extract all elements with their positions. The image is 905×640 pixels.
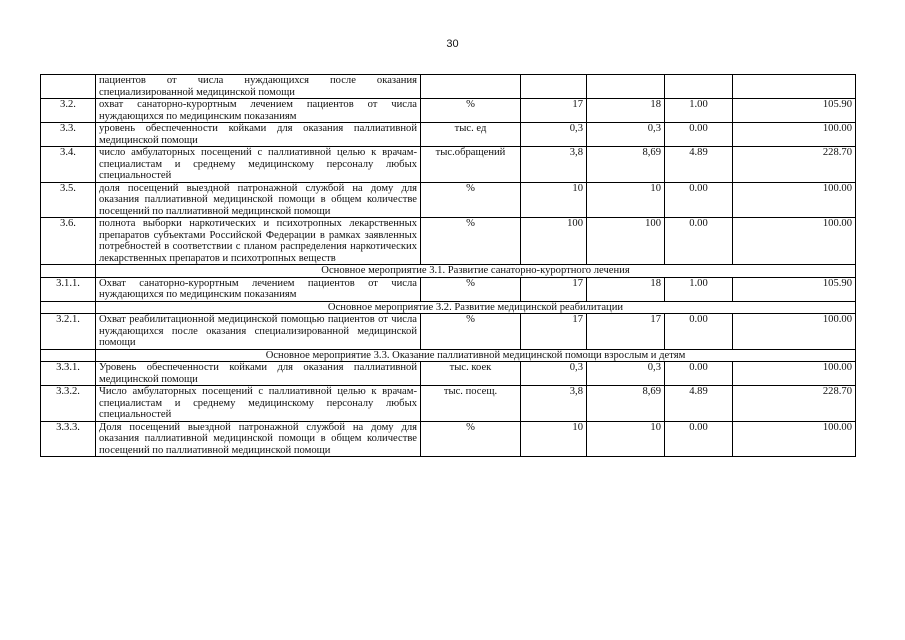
section-blank-cell xyxy=(41,301,96,314)
percent-value: 105.90 xyxy=(733,99,856,123)
percent-value: 100.00 xyxy=(733,218,856,265)
unit-cell: % xyxy=(421,99,521,123)
table-row xyxy=(41,99,856,123)
unit-cell: % xyxy=(421,314,521,350)
plan-value xyxy=(521,75,587,99)
actual-value: 0,3 xyxy=(587,123,665,147)
row-number: 3.4. xyxy=(41,147,96,183)
percent-value: 100.00 xyxy=(733,421,856,457)
indicator-name: охват санаторно-курортным лечением пациентов от числа нуждающихся по медицинским показаниям xyxy=(96,99,421,123)
page-number: 30 xyxy=(446,38,459,50)
actual-value: 100 xyxy=(587,218,665,265)
plan-value: 10 xyxy=(521,421,587,457)
section-blank-cell xyxy=(41,265,96,278)
deviation-value: 4.89 xyxy=(665,386,733,422)
section-row xyxy=(41,301,856,314)
table-row xyxy=(41,147,856,183)
section-row xyxy=(41,349,856,362)
unit-cell: тыс. ед xyxy=(421,123,521,147)
plan-value: 17 xyxy=(521,99,587,123)
indicator-name: число амбулаторных посещений с паллиативной целью к врачам-специалистам и среднему медицинскому персоналу любых специальностей xyxy=(96,147,421,183)
percent-value: 100.00 xyxy=(733,123,856,147)
deviation-value xyxy=(665,75,733,99)
unit-cell xyxy=(421,75,521,99)
percent-value: 105.90 xyxy=(733,277,856,301)
percent-value xyxy=(733,75,856,99)
table-row xyxy=(41,421,856,457)
row-number: 3.2. xyxy=(41,99,96,123)
percent-value: 100.00 xyxy=(733,362,856,386)
deviation-value: 0.00 xyxy=(665,182,733,218)
section-row xyxy=(41,265,856,278)
unit-cell: % xyxy=(421,182,521,218)
deviation-value: 4.89 xyxy=(665,147,733,183)
plan-value: 17 xyxy=(521,314,587,350)
actual-value: 10 xyxy=(587,182,665,218)
row-number: 3.3.1. xyxy=(41,362,96,386)
deviation-value: 0.00 xyxy=(665,123,733,147)
indicator-name: полнота выборки наркотических и психотропных лекарственных препаратов субъектами Российской Федерации в рамках заявленных потребностей в соответствии с планом распределения наркотических лекарственных препаратов и психотропных веществ xyxy=(96,218,421,265)
indicator-name: Доля посещений выездной патронажной службой на дому для оказания паллиативной медицинской помощи в общем количестве посещений по паллиативной медицинской помощи xyxy=(96,421,421,457)
percent-value: 228.70 xyxy=(733,147,856,183)
table-row xyxy=(41,123,856,147)
actual-value: 0,3 xyxy=(587,362,665,386)
unit-cell: % xyxy=(421,277,521,301)
row-number: 3.5. xyxy=(41,182,96,218)
plan-value: 10 xyxy=(521,182,587,218)
table-row xyxy=(41,362,856,386)
table-row xyxy=(41,218,856,265)
table-row xyxy=(41,75,856,99)
indicator-name: доля посещений выездной патронажной службой на дому для оказания паллиативной медицинской помощи в общем количестве посещений по паллиативной медицинской помощи xyxy=(96,182,421,218)
table-row xyxy=(41,386,856,422)
actual-value: 8,69 xyxy=(587,147,665,183)
unit-cell: тыс. посещ. xyxy=(421,386,521,422)
row-number: 3.1.1. xyxy=(41,277,96,301)
indicator-name: Охват реабилитационной медицинской помощью пациентов от числа нуждающихся после оказания специализированной медицинской помощи xyxy=(96,314,421,350)
actual-value: 10 xyxy=(587,421,665,457)
percent-value: 100.00 xyxy=(733,314,856,350)
section-title: Основное мероприятие 3.3. Оказание паллиативной медицинской помощи взрослым и детям xyxy=(96,349,856,362)
plan-value: 100 xyxy=(521,218,587,265)
percent-value: 228.70 xyxy=(733,386,856,422)
plan-value: 3,8 xyxy=(521,147,587,183)
deviation-value: 0.00 xyxy=(665,362,733,386)
indicator-name: Охват санаторно-курортным лечением пациентов от числа нуждающихся по медицинским показаниям xyxy=(96,277,421,301)
actual-value xyxy=(587,75,665,99)
indicator-name: Уровень обеспеченности койками для оказания паллиативной медицинской помощи xyxy=(96,362,421,386)
row-number: 3.6. xyxy=(41,218,96,265)
table-row xyxy=(41,314,856,350)
deviation-value: 0.00 xyxy=(665,218,733,265)
deviation-value: 1.00 xyxy=(665,99,733,123)
deviation-value: 0.00 xyxy=(665,314,733,350)
actual-value: 17 xyxy=(587,314,665,350)
plan-value: 3,8 xyxy=(521,386,587,422)
plan-value: 0,3 xyxy=(521,362,587,386)
indicator-name: Число амбулаторных посещений с паллиативной целью к врачам-специалистам и среднему медицинскому персоналу любых специальностей xyxy=(96,386,421,422)
row-number: 3.2.1. xyxy=(41,314,96,350)
percent-value: 100.00 xyxy=(733,182,856,218)
deviation-value: 0.00 xyxy=(665,421,733,457)
actual-value: 8,69 xyxy=(587,386,665,422)
section-blank-cell xyxy=(41,349,96,362)
plan-value: 17 xyxy=(521,277,587,301)
row-number: 3.3.3. xyxy=(41,421,96,457)
actual-value: 18 xyxy=(587,277,665,301)
row-number: 3.3.2. xyxy=(41,386,96,422)
actual-value: 18 xyxy=(587,99,665,123)
table-row xyxy=(41,277,856,301)
row-number: 3.3. xyxy=(41,123,96,147)
row-number xyxy=(41,75,96,99)
indicators-table xyxy=(40,74,856,457)
unit-cell: % xyxy=(421,218,521,265)
indicator-name: пациентов от числа нуждающихся после оказания специализированной медицинской помощи xyxy=(96,75,421,99)
plan-value: 0,3 xyxy=(521,123,587,147)
unit-cell: тыс.обращений xyxy=(421,147,521,183)
section-title: Основное мероприятие 3.2. Развитие медицинской реабилитации xyxy=(96,301,856,314)
table-row xyxy=(41,182,856,218)
section-title: Основное мероприятие 3.1. Развитие санаторно-курортного лечения xyxy=(96,265,856,278)
deviation-value: 1.00 xyxy=(665,277,733,301)
indicator-name: уровень обеспеченности койками для оказания паллиативной медицинской помощи xyxy=(96,123,421,147)
unit-cell: % xyxy=(421,421,521,457)
unit-cell: тыс. коек xyxy=(421,362,521,386)
